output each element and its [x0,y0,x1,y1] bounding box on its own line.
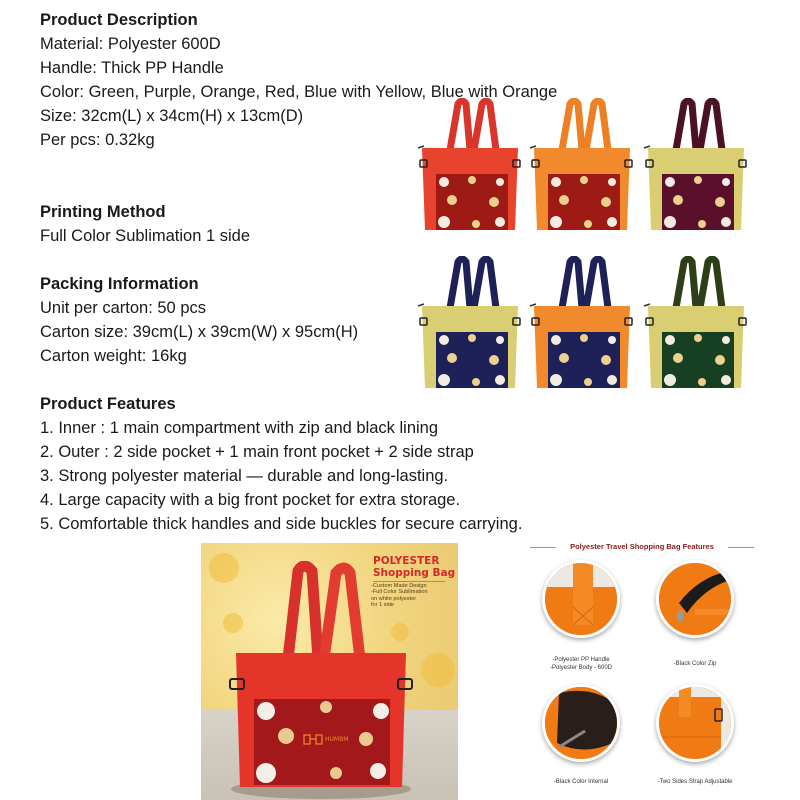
floral-decoration [421,653,455,687]
promo-image [201,543,458,800]
unit-per-carton-line: Unit per carton: 50 pcs [40,299,206,317]
feature-item: 4. Large capacity with a big front pocket for extra storage. [40,491,461,509]
carton-weight-line: Carton weight: 16kg [40,347,187,365]
bag-variant-blue-yellow [414,256,526,392]
size-line: Size: 32cm(L) x 34cm(H) x 13cm(D) [40,107,304,125]
caption-line: -Black Color Zip [673,661,717,667]
promo-title-line1: POLYESTER [373,555,440,567]
feature-item: 1. Inner : 1 main compartment with zip and black lining [40,419,439,437]
feature-photo-internal [542,684,620,762]
promo-point: for 1 side [371,602,395,609]
caption-line: -Black Color Internal [553,779,609,785]
feature-item: 5. Comfortable thick handles and side buckles for secure carrying. [40,515,523,533]
product-description-heading: Product Description [40,11,198,29]
bag-variant-red [414,98,526,234]
promo-point: -Full Color Sublimation [371,589,428,596]
bag-variant-green [640,256,752,392]
printing-method-heading: Printing Method [40,203,166,221]
promo-title [373,555,455,579]
feature-item: 3. Strong polyester material — durable and long-lasting. [40,467,449,485]
product-features-section [40,392,522,536]
packing-information-section [40,272,358,368]
printing-method-line: Full Color Sublimation 1 side [40,227,251,245]
handle-closeup-icon [545,563,620,638]
promo-divider [373,581,445,582]
caption-line: -Two Sides Strap Adjustable [657,779,733,785]
zip-closeup-icon [659,563,734,638]
feature-caption-internal [526,778,636,786]
feature-caption-zip [640,660,750,668]
caption-line: -Polyester Body - 600D [549,665,613,671]
handle-line: Handle: Thick PP Handle [40,59,224,77]
feature-photo-zip [656,560,734,638]
title-rule-right [728,547,754,548]
features-panel [522,538,762,800]
printing-method-section [40,200,250,248]
feature-item: 2. Outer : 2 side pocket + 1 main front pocket + 2 side strap [40,443,474,461]
feature-photo-strap [656,684,734,762]
feature-photo-handle [542,560,620,638]
promo-title-line2: Shopping Bag [373,567,456,579]
feature-caption-strap [640,778,750,786]
color-line: Color: Green, Purple, Orange, Red, Blue with Yellow, Blue with Orange [40,83,558,101]
packing-information-heading: Packing Information [40,275,199,293]
promo-point: on white polyester [371,595,417,602]
svg-text:HUMBM: HUMBM [325,736,349,743]
material-line: Material: Polyester 600D [40,35,221,53]
carton-size-line: Carton size: 39cm(L) x 39cm(W) x 95cm(H) [40,323,359,341]
internal-lining-icon [545,687,620,762]
weight-line: Per pcs: 0.32kg [40,131,155,149]
features-panel-title: Polyester Travel Shopping Bag Features [570,542,714,551]
caption-line: -Polyester PP Handle [552,657,610,663]
product-features-heading: Product Features [40,395,176,413]
promo-points [371,583,428,609]
bag-variant-purple [640,98,752,234]
bag-variant-orange [526,98,638,234]
feature-caption-handle [526,656,636,672]
bag-variant-blue-orange [526,256,638,392]
side-strap-icon [659,687,734,762]
promo-point: -Custom Made Design [371,583,427,589]
